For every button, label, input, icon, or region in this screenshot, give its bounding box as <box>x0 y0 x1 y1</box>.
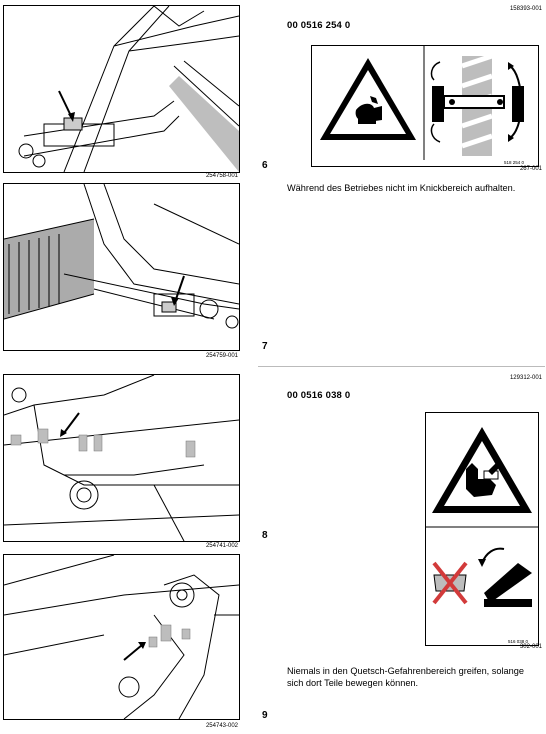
figure-9-illustration <box>3 554 240 720</box>
section-2-ref: 129312-001 <box>509 375 542 381</box>
section-1-part-number: 00 0516 254 0 <box>287 20 351 31</box>
figure-7-illustration <box>3 183 240 351</box>
decal-knickbereich <box>311 45 539 167</box>
figure-8-illustration <box>3 374 240 542</box>
section-1-ref: 158393-001 <box>509 6 542 12</box>
figure-6-number: 6 <box>262 160 268 171</box>
figure-7-number: 7 <box>262 341 268 352</box>
figure-7-caption: 254759-001 <box>205 353 238 359</box>
figure-6-caption: 254758-001 <box>205 173 238 179</box>
section-2-part-number: 00 0516 038 0 <box>287 390 351 401</box>
section-separator <box>258 366 545 367</box>
decal-2-code: 516 038 0 <box>507 639 528 644</box>
section-1-text: Während des Betriebes nicht im Knickbereich aufhalten. <box>287 183 516 193</box>
figure-9-caption: 254743-002 <box>205 723 238 729</box>
decal-1-code: 518 254 0 <box>503 160 524 165</box>
figure-9-number: 9 <box>262 710 268 721</box>
section-2-decal-ref: 302-001 <box>519 644 542 650</box>
section-1-decal-ref: 267-001 <box>519 166 542 172</box>
figure-6-illustration <box>3 5 240 173</box>
figure-8-caption: 254741-002 <box>205 543 238 549</box>
figure-8-number: 8 <box>262 530 268 541</box>
section-2-text: Niemals in den Quetsch-Gefahrenbereich greifen, solange sich dort Teile bewegen können. <box>287 666 524 688</box>
decal-quetschgefahr <box>425 412 539 646</box>
